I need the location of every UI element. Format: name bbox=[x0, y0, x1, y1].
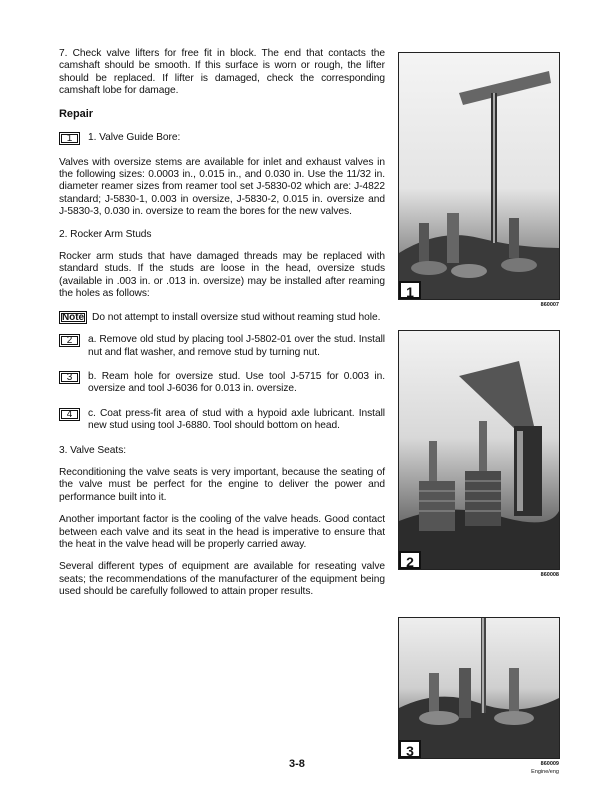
valve-guide-title: 1. Valve Guide Bore: bbox=[88, 131, 181, 143]
valve-seats-paragraph-2: Another important factor is the cooling of the valve heads. Good contact between each valve and its seat in the head is imperative to ensure that the heat in the valve head will be properly carried away. bbox=[59, 514, 385, 550]
figure-3 bbox=[398, 617, 560, 775]
step-a-text: a. Remove old stud by placing tool J-5802-01 over the stud. Install nut and flat washer, and remove stud by turning nut. bbox=[88, 334, 385, 358]
reamer-photo bbox=[399, 53, 559, 299]
note-label: Note bbox=[59, 311, 87, 324]
rocker-arm-paragraph: Rocker arm studs that have damaged threads may be replaced with standard studs. If the studs are loose in the head, oversize studs (available in .003 in. or .013 in. oversize) may be installed after reaming the holes as follows: bbox=[59, 251, 385, 300]
figure-number: 3 bbox=[399, 740, 421, 758]
step-7-paragraph: 7. Check valve lifters for free fit in block. The end that contacts the camshaft should be smooth. If this surface is worn or rough, the lifter should be replaced. If lifter is damaged, check the corresponding camshaft lobe for damage. bbox=[59, 48, 385, 97]
figure-ref-box: 4 bbox=[59, 408, 80, 421]
valve-guide-heading bbox=[59, 132, 385, 145]
step-b-text: b. Ream hole for oversize stud. Use tool J-5715 for 0.003 in. oversize and tool J-6036 for 0.013 in. oversize. bbox=[88, 370, 385, 395]
figure-code: 860009 bbox=[540, 761, 559, 767]
step-c-text: c. Coat press-fit area of stud with a hypoid axle lubricant. Install new stud using tool J-6880. Tool should bottom on head. bbox=[88, 407, 385, 432]
figure-2 bbox=[398, 330, 560, 578]
repair-heading: Repair bbox=[59, 107, 93, 120]
figure-code: 860007 bbox=[540, 302, 559, 308]
page-number: 3-8 bbox=[289, 758, 305, 770]
note-text: Do not attempt to install oversize stud without reaming stud hole. bbox=[92, 311, 381, 323]
step-c bbox=[59, 408, 385, 433]
text-column bbox=[59, 48, 385, 609]
figure-number: 2 bbox=[399, 551, 421, 569]
note-paragraph bbox=[59, 311, 385, 324]
rocker-arm-title: 2. Rocker Arm Studs bbox=[59, 228, 152, 240]
figure-number: 1 bbox=[399, 281, 421, 299]
figure-ref-box: 3 bbox=[59, 371, 80, 384]
stud-removal-photo bbox=[399, 331, 559, 569]
valve-guide-paragraph: Valves with oversize stems are available for inlet and exhaust valves in the following sizes: 0.0003 in., 0.015 in., and 0.030 in. Use the 11/32 in. diameter reamer sizes from reamer tool set J-5830-02 which are: J-4822 standard; J-5830-1, 0.003 in oversize, J-5830-2, 0.015 in. oversize and J-5830-3, 0.030 in. oversize to ream the bores for the new valves. bbox=[59, 156, 385, 218]
valve-seats-paragraph-1: Reconditioning the valve seats is very important, because the seating of the valve must be perfect for the engine to deliver the power and performance built into it. bbox=[59, 466, 385, 503]
figure-1 bbox=[398, 52, 560, 308]
figure-code: 860008 bbox=[540, 572, 559, 578]
valve-seats-paragraph-3: Several different types of equipment are available for reseating valve seats; the recommendations of the manufacturer of the equipment being used should be carefully followed to attain proper results. bbox=[59, 561, 385, 598]
step-a bbox=[59, 334, 385, 359]
figure-ref-box: 2 bbox=[59, 334, 80, 347]
valve-seats-title: 3. Valve Seats: bbox=[59, 444, 127, 456]
figure-subcode: Engine/eng bbox=[531, 769, 559, 775]
valve-seat-tool-photo bbox=[399, 618, 559, 758]
step-b bbox=[59, 371, 385, 396]
figure-ref-box: 1 bbox=[59, 132, 80, 145]
